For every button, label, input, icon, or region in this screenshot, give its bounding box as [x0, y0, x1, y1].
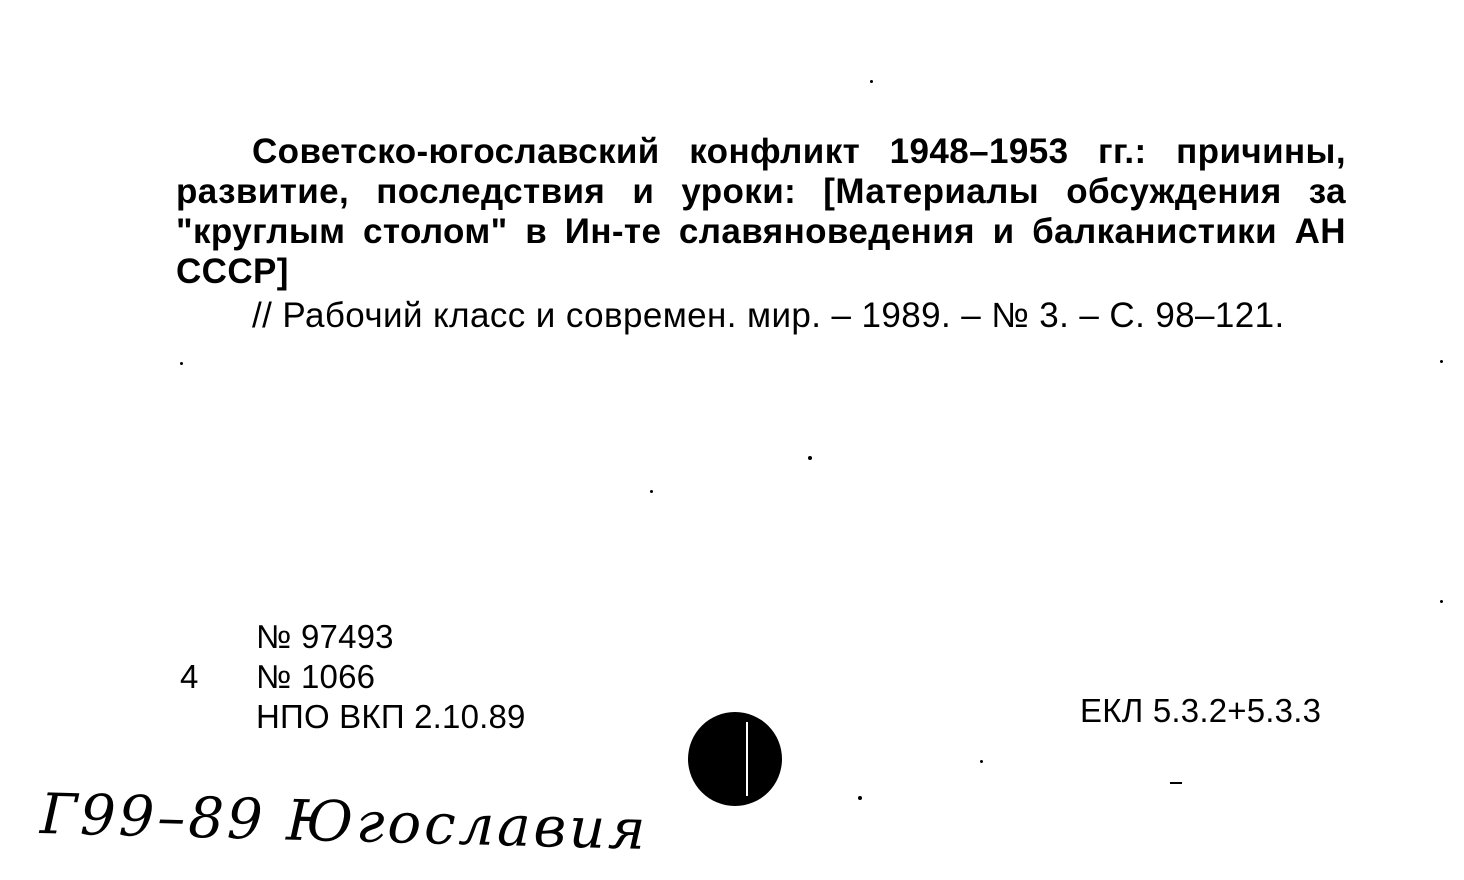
- entry-word: и: [992, 212, 1015, 251]
- entry-word: АН: [1294, 212, 1346, 251]
- entry-word: развитие,: [176, 172, 350, 211]
- scan-speck: [650, 490, 653, 493]
- entry-word: Ин-те: [564, 212, 662, 251]
- entry-line-4: СССР]: [176, 252, 289, 291]
- registry-npo: НПО ВКП 2.10.89: [256, 698, 526, 735]
- entry-word: "круглым: [176, 212, 346, 251]
- punch-hole-slit: [746, 722, 748, 796]
- scan-speck: [870, 80, 873, 83]
- entry-word: гг.:: [1097, 132, 1147, 171]
- entry-word: балканистики: [1032, 212, 1277, 251]
- punch-hole: [688, 712, 782, 806]
- entry-word: и: [632, 172, 655, 211]
- entry-word: причины,: [1176, 132, 1346, 171]
- entry-word: 1948–1953: [889, 132, 1069, 171]
- handwritten-note: Г99–89 Югославия: [39, 782, 650, 863]
- entry-word: за: [1308, 172, 1346, 211]
- entry-word: [Материалы: [823, 172, 1040, 211]
- scan-speck: [980, 760, 983, 763]
- scan-speck: [808, 456, 812, 460]
- entry-word: Советско-югославский: [252, 132, 660, 171]
- entry-word: в: [525, 212, 548, 251]
- registry-count: 4: [180, 658, 199, 695]
- entry-line-2: [176, 174, 1346, 209]
- scan-speck: [1440, 360, 1443, 363]
- registry-number-1: № 97493: [256, 618, 394, 655]
- entry-word: обсуждения: [1066, 172, 1282, 211]
- scan-speck: [1440, 600, 1443, 603]
- scan-speck: [1170, 782, 1182, 784]
- registry-number-2: № 1066: [256, 658, 376, 695]
- entry-word: славяноведения: [678, 212, 975, 251]
- entry-line-1: [252, 134, 1346, 169]
- entry-line-3: [176, 214, 1346, 249]
- entry-source: // Рабочий класс и современ. мир. – 1989. – № 3. – С. 98–121.: [252, 296, 1285, 335]
- registry-ekl: ЕКЛ 5.3.2+5.3.3: [1080, 692, 1322, 729]
- scan-speck: [858, 796, 862, 800]
- entry-word: уроки:: [681, 172, 797, 211]
- entry-word: конфликт: [689, 132, 861, 171]
- entry-word: столом": [363, 212, 508, 251]
- scan-speck: [180, 362, 183, 365]
- entry-word: последствия: [376, 172, 606, 211]
